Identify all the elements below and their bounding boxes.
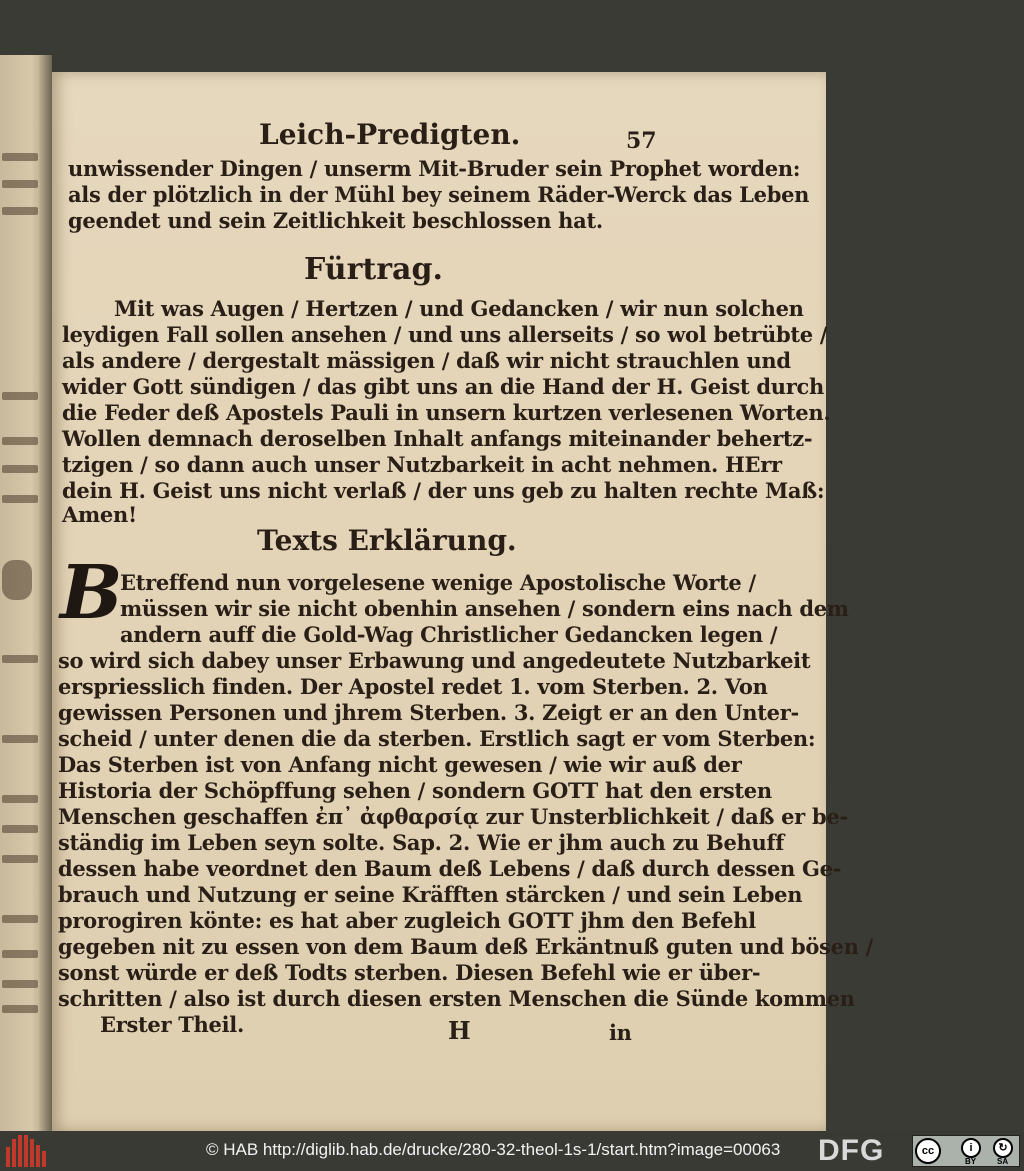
catchline-left: Erster Theil. [100, 1012, 244, 1037]
text-line: als andere / dergestalt mässigen / daß wir nicht strauchlen und [62, 348, 791, 373]
text-line: erspriesslich finden. Der Apostel redet 1. vom Sterben. 2. Von [58, 674, 768, 699]
attribution-icon: i [961, 1138, 981, 1158]
text-line: Historia der Schöpffung sehen / sondern GOTT hat den ersten [58, 778, 772, 803]
text-line: schritten / also ist durch diesen ersten Menschen die Sünde kommen [58, 986, 855, 1011]
section-heading-texts-erklaerung: Texts Erklärung. [257, 524, 517, 557]
share-alike-icon: ↻ [993, 1138, 1013, 1158]
text-line: tzigen / so dann auch unser Nutzbarkeit in acht nehmen. HErr [62, 452, 782, 477]
text-line: unwissender Dingen / unserm Mit-Bruder sein Prophet worden: [68, 156, 801, 181]
section-heading-fuertrag: Fürtrag. [304, 252, 443, 287]
text-line: sonst würde er deß Todts sterben. Diesen Befehl wie er über- [58, 960, 761, 985]
running-head: Leich-Predigten. [259, 118, 521, 151]
drop-cap: B [60, 550, 123, 636]
book-page [52, 72, 873, 1131]
dfg-logo[interactable]: DFG [818, 1134, 885, 1167]
text-line: scheid / unter denen die da sterben. Erstlich sagt er vom Sterben: [58, 726, 816, 751]
signature-mark: H [448, 1016, 471, 1045]
text-line: wider Gott sündigen / das gibt uns an die Hand der H. Geist durch [62, 374, 824, 399]
creative-commons-icon: cc [915, 1138, 941, 1164]
text-line: Amen! [62, 502, 137, 527]
page-number: 57 [626, 128, 657, 154]
copyright-link[interactable]: © HAB http://diglib.hab.de/drucke/280-32-theol-1s-1/start.htm?image=00063 [206, 1140, 781, 1159]
previous-page-edge [0, 55, 52, 1131]
text-line: gewissen Personen und jhrem Sterben. 3. Zeigt er an den Unter- [58, 700, 799, 725]
text-line: dessen habe veordnet den Baum deß Lebens / daß durch dessen Ge- [58, 856, 842, 881]
text-line: Wollen demnach deroselben Inhalt anfangs miteinander behertz- [62, 426, 813, 451]
text-line: so wird sich dabey unser Erbawung und angedeutete Nutzbarkeit [58, 648, 811, 673]
text-line: dein H. Geist uns nicht verlaß / der uns geb zu halten rechte Maß: [62, 478, 825, 503]
footer-bar [0, 1131, 1024, 1171]
hab-logo-icon[interactable] [6, 1135, 48, 1167]
text-line: andern auff die Gold-Wag Christlicher Gedancken legen / [120, 622, 778, 647]
text-line: Mit was Augen / Hertzen / und Gedancken / wir nun solchen [114, 296, 804, 321]
text-line: Das Sterben ist von Anfang nicht gewesen / wie wir auß der [58, 752, 742, 777]
license-by-label: BY [965, 1157, 977, 1166]
license-sa-label: SA [997, 1157, 1009, 1166]
text-line: müssen wir sie nicht obenhin ansehen / sondern eins nach dem [120, 596, 849, 621]
text-line: als der plötzlich in der Mühl bey seinem Räder-Werck das Leben [68, 182, 810, 207]
text-line: leydigen Fall sollen ansehen / und uns allerseits / so wol betrübte / [62, 322, 828, 347]
text-line: prorogiren könte: es hat aber zugleich GOTT jhm den Befehl [58, 908, 756, 933]
text-line: gegeben nit zu essen von dem Baum deß Erkäntnuß guten und bösen / [58, 934, 873, 959]
text-line: Etreffend nun vorgelesene wenige Apostolische Worte / [120, 570, 756, 595]
cc-by-sa-license-badge[interactable] [912, 1135, 1020, 1167]
catchword: in [609, 1020, 632, 1045]
text-line: Menschen geschaffen ἐπ᾽ ἀφθαρσίᾳ zur Unsterblichkeit / daß er be- [58, 804, 848, 829]
text-line: brauch und Nutzung er seine Kräfften stärcken / und sein Leben [58, 882, 803, 907]
text-line: geendet und sein Zeitlichkeit beschlossen hat. [68, 208, 603, 233]
text-line: ständig im Leben seyn solte. Sap. 2. Wie er jhm auch zu Behuff [58, 830, 784, 855]
text-line: die Feder deß Apostels Pauli in unsern kurtzen verlesenen Worten. [62, 400, 831, 425]
